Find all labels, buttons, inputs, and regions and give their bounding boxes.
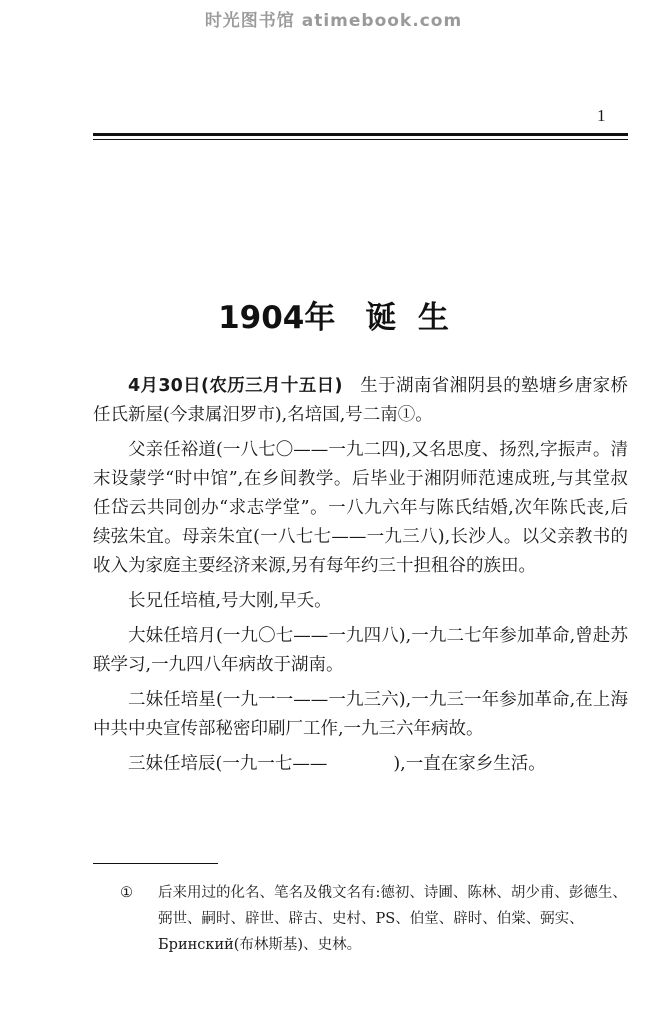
footnote-marker: ①	[120, 885, 133, 901]
entry-text: 生于湖南省湘阴县的塾塘乡唐家桥任氏新屋(今隶属汨罗市),名培国,号二南①。	[93, 376, 628, 425]
sister-3-before: 三妹任培辰(一九一七——	[128, 754, 328, 774]
chapter-heading: 诞 生	[365, 300, 449, 336]
footnote	[120, 880, 630, 958]
entry-date: 4月30日(农历三月十五日)	[128, 376, 343, 396]
chapter-title	[0, 292, 667, 337]
paragraph-sister-3	[93, 750, 628, 779]
paragraph-sister-2: 二妹任培星(一九一一——一九三六),一九三一年参加革命,在上海中共中央宣传部秘密印刷厂工作,一九三六年病故。	[93, 690, 628, 739]
paragraph-brother: 长兄任培植,号大刚,早夭。	[128, 591, 332, 611]
page-number: 1	[597, 106, 606, 125]
paragraph-sister-1: 大妹任培月(一九〇七——一九四八),一九二七年参加革命,曾赴苏联学习,一九四八年病故于湖南。	[93, 626, 628, 675]
footnote-rule	[93, 863, 218, 864]
sister-3-after: ),一直在家乡生活。	[393, 754, 546, 774]
footnote-text: 后来用过的化名、笔名及俄文名有:德初、诗圃、陈林、胡少甫、彭德生、弼世、嗣时、辟世、辟古、史村、PS、伯堂、辟时、伯棠、弼实、Бринский(布林斯基)、史林。	[158, 885, 627, 953]
body-text	[93, 372, 628, 785]
header-rule-thick	[93, 133, 628, 136]
header-rule-thin	[93, 139, 628, 140]
chapter-year: 1904年	[218, 300, 336, 336]
birth-entry	[93, 372, 628, 430]
watermark: 时光图书馆 atimebook.com	[204, 11, 463, 31]
paragraph-father: 父亲任裕道(一八七〇——一九二四),又名思度、扬烈,字振声。清末设蒙学“时中馆”,在乡间教学。后毕业于湘阴师范速成班,与其堂叔任岱云共同创办“求志学堂”。一八九六年与陈氏结婚,次年陈氏丧,后续弦朱宜。母亲朱宜(一八七七——一九三八),长沙人。以父亲教书的收入为家庭主要经济来源,另有每年约三十担租谷的族田。	[93, 440, 628, 576]
